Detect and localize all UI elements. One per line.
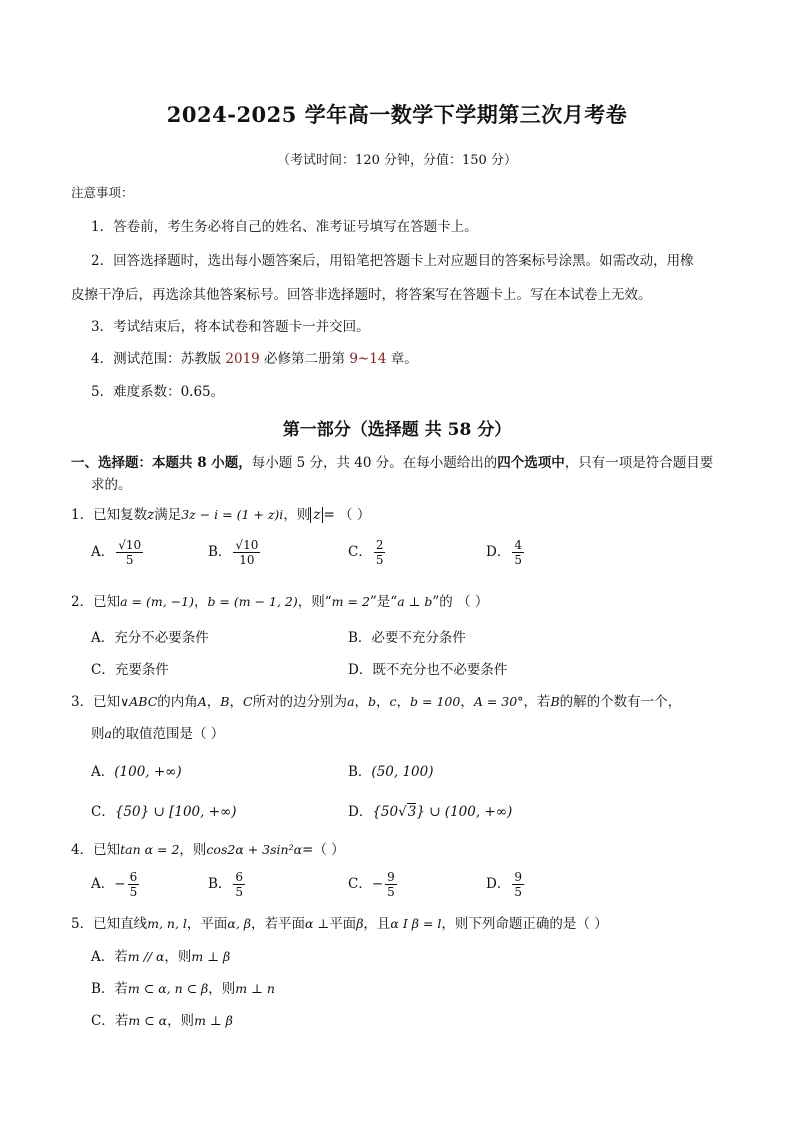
q1-modulus: z <box>310 507 323 523</box>
q5-option-c-result: m ⊥ β <box>194 1013 233 1028</box>
q4-text-b: ，则 <box>179 842 207 858</box>
q1-option-c-den: 5 <box>375 553 384 567</box>
q3-option-a <box>91 760 182 780</box>
q5-option-b-label: B．若 <box>91 981 128 997</box>
q3-angle-c: C <box>242 694 253 709</box>
q3-side-b: b <box>368 694 377 709</box>
q3-comma-5: ， <box>396 694 411 710</box>
q4-condition: tan α = 2 <box>120 842 180 857</box>
q4-option-a-label: A． <box>91 876 115 892</box>
q3-comma-3: ， <box>354 694 369 710</box>
question-2-stem <box>71 590 488 610</box>
q1-text-a: 1．已知复数 <box>71 507 148 523</box>
q5-planes: α, β <box>227 916 252 931</box>
q4-option-c <box>348 870 399 899</box>
q1-option-a-den: 5 <box>125 553 134 567</box>
q1-text-d: = （ ） <box>323 507 371 523</box>
q3-alpha: a <box>104 726 112 741</box>
q1-text-b: 满足 <box>154 507 182 523</box>
q5-option-a-condition: m // α <box>127 949 165 964</box>
q5-option-c-condition: m ⊂ α <box>128 1013 168 1028</box>
q2-vector-a: a = (m, −1) <box>120 594 194 609</box>
q1-option-d-den: 5 <box>514 553 522 567</box>
q1-var-z: z <box>147 507 155 523</box>
q4-option-c-den: 5 <box>387 885 395 899</box>
q5-option-b-result: m ⊥ n <box>235 981 275 996</box>
q4-option-b-label: B． <box>208 876 232 892</box>
q3-comma-2: ， <box>229 694 243 710</box>
q5-text-a: 5．已知直线 <box>71 916 148 932</box>
q2-vector-b: b = (m − 1, 2) <box>207 594 298 609</box>
q3-side-a: a <box>347 694 355 709</box>
q2-condition: m = 2 <box>331 594 370 609</box>
q3-option-b-value: (50, 100) <box>371 764 434 780</box>
notice-item-2: 2．回答选择题时，选出每小题答案后，用铅笔把答题卡上对应题目的答案标号涂黑。如需改动，用橡 <box>91 253 694 269</box>
q5-option-a-mid: ，则 <box>164 949 192 965</box>
q1-option-c <box>348 538 387 567</box>
q1-option-b-label: B． <box>208 544 232 560</box>
q5-option-c-label: C．若 <box>91 1013 129 1029</box>
q3-option-d-value-b: } ∪ (100, +∞) <box>416 804 513 820</box>
q4-option-d-den: 5 <box>514 885 522 899</box>
q1-option-b <box>208 538 262 567</box>
q5-intersection: α I β = l <box>390 916 442 931</box>
q4-text-a: 4．已知 <box>71 842 121 858</box>
q4-option-b-den: 5 <box>235 885 244 899</box>
q1-option-c-label: C． <box>348 544 372 560</box>
instructions-b: 本题共 8 小题， <box>152 455 252 471</box>
q2-option-b: B．必要不充分条件 <box>348 630 466 646</box>
question-4-stem <box>71 838 345 858</box>
q3-line2-a: 则 <box>91 726 105 742</box>
q3-text-b: 的内角 <box>157 694 198 710</box>
q3-option-c-value: {50} ∪ [100, +∞) <box>114 804 237 820</box>
q4-option-d-num: 9 <box>514 870 522 884</box>
notice-item-4-year: 2019 <box>225 351 260 367</box>
notice-item-4-prefix: 4．测试范围：苏教版 <box>91 351 226 367</box>
q3-option-c <box>91 800 237 820</box>
notice-item-3: 3．考试结束后，将本试卷和答题卡一并交回。 <box>91 319 370 335</box>
q3-option-c-label: C． <box>91 804 115 820</box>
q3-option-d-value-a: {50 <box>372 804 399 820</box>
q3-angle-b: B <box>220 694 230 709</box>
q3-text-a: 3．已知 <box>71 694 121 710</box>
q4-option-a <box>91 870 141 899</box>
question-3-stem-line-2 <box>91 722 224 742</box>
q4-option-d <box>486 870 526 899</box>
exam-title: 2024-2025 学年高一数学下学期第三次月考卷 <box>166 102 628 127</box>
q5-option-c-mid: ，则 <box>167 1013 195 1029</box>
instructions-line-1 <box>71 451 713 471</box>
q2-text-d: ”的 （ ） <box>432 594 489 610</box>
q3-text-d: ，若 <box>523 694 551 710</box>
section-title: 第一部分（选择题 共 58 分） <box>282 420 512 440</box>
q3-text-c: 所对的边分别为 <box>252 694 348 710</box>
q1-option-d <box>486 538 526 567</box>
q3-comma-4: ， <box>376 694 390 710</box>
q5-option-b <box>91 977 275 997</box>
q5-text-f: ，则下列命题正确的是（ ） <box>441 916 608 932</box>
q5-text-b: ，平面 <box>186 916 228 932</box>
q4-option-c-label: C． <box>348 876 372 892</box>
notice-item-4-mid: 必修第二册第 <box>259 351 350 367</box>
q1-option-b-den: 10 <box>239 553 255 567</box>
q5-text-d: 平面 <box>329 916 357 932</box>
question-1-stem <box>71 503 370 523</box>
q5-option-c <box>91 1009 233 1029</box>
q2-text-c: ”是“ <box>369 594 398 610</box>
q2-option-d: D．既不充分也不必要条件 <box>348 662 508 678</box>
q5-option-a-label: A．若 <box>91 949 128 965</box>
q4-text-c: =（ ） <box>302 842 345 858</box>
instructions-line-2: 求的。 <box>91 477 132 493</box>
q4-option-d-label: D． <box>486 876 511 892</box>
q3-option-a-label: A． <box>91 764 115 780</box>
notice-item-5: 5．难度系数：0.65。 <box>91 384 225 400</box>
notice-item-4 <box>91 347 418 367</box>
instructions-d: 四个选项中 <box>497 455 565 471</box>
q4-option-a-num: 6 <box>129 870 138 884</box>
q5-option-a-result: m ⊥ β <box>191 949 231 964</box>
q3-option-d-label: D． <box>348 804 373 820</box>
q4-option-b-num: 6 <box>235 870 244 884</box>
q2-perpendicular: a ⊥ b <box>397 594 433 609</box>
notice-item-1: 1．答卷前，考生务必将自己的姓名、准考证号填写在答题卡上。 <box>91 219 478 235</box>
q5-text-c: ，若平面 <box>251 916 306 932</box>
notice-heading: 注意事项： <box>71 185 134 200</box>
q3-triangle: ∨ABC <box>120 694 158 709</box>
q1-option-a-num: √10 <box>118 538 142 552</box>
q3-side-c: c <box>389 694 397 709</box>
q1-option-b-num: √10 <box>235 538 259 552</box>
q5-option-a <box>91 945 230 965</box>
instructions-c: 每小题 5 分，共 40 分。在每小题给出的 <box>251 455 498 471</box>
q1-option-d-num: 4 <box>514 538 522 552</box>
q4-option-a-sign: − <box>114 876 126 892</box>
q3-angle-a: A <box>197 694 207 709</box>
q2-separator: ， <box>193 594 208 610</box>
q3-text-e: 的解的个数有一个， <box>559 694 682 710</box>
q1-equation: 3z − i = (1 + z)i <box>181 507 284 522</box>
question-3-stem <box>71 690 681 710</box>
notice-item-2-cont: 皮擦干净后，再选涂其他答案标号。回答非选择题时，将答案写在答题卡上。写在本试卷上无效。 <box>71 287 652 303</box>
q1-option-c-num: 2 <box>375 538 384 552</box>
instructions-e: ，只有一项是符合题目要 <box>564 455 714 471</box>
notice-item-4-range: 9~14 <box>349 351 387 367</box>
q3-comma-1: ， <box>206 694 221 710</box>
q5-option-b-condition: m ⊂ α, n ⊂ β <box>127 981 209 996</box>
q3-a-angle-value: A = 30° <box>473 694 524 709</box>
instructions-a: 一、选择题： <box>71 455 152 471</box>
q5-lines: m, n, l <box>147 916 187 931</box>
q2-option-a: A．充分不必要条件 <box>91 630 209 646</box>
q3-option-b <box>348 760 433 780</box>
q3-comma-6: ， <box>460 694 474 710</box>
q3-b-value: b = 100 <box>410 694 461 709</box>
q1-option-a <box>91 538 145 567</box>
q5-beta: β <box>356 916 364 931</box>
q2-text-a: 2．已知 <box>71 594 121 610</box>
q3-option-d: D．{50√3} ∪ (100, +∞) <box>348 804 513 820</box>
question-5-stem <box>71 912 608 932</box>
q4-option-c-num: 9 <box>387 870 395 884</box>
q4-option-c-sign: − <box>371 876 384 892</box>
q2-option-c: C．充要条件 <box>91 662 169 678</box>
q3-option-b-label: B． <box>348 764 372 780</box>
q1-option-d-label: D． <box>486 544 511 560</box>
q4-option-a-den: 5 <box>129 885 138 899</box>
q5-text-e: ，且 <box>363 916 391 932</box>
exam-subtitle: （考试时间：120 分钟，分值：150 分） <box>277 153 517 168</box>
notice-item-4-suffix: 章。 <box>386 351 418 367</box>
q4-option-b <box>208 870 247 899</box>
q1-option-a-label: A． <box>91 544 115 560</box>
q3-option-d-sqrt: 3 <box>407 804 417 820</box>
q5-option-b-mid: ，则 <box>208 981 236 997</box>
q3-option-a-value: (100, +∞) <box>114 764 182 780</box>
q2-text-b: ，则“ <box>297 594 332 610</box>
q3-angle-b-2: B <box>550 694 560 709</box>
q1-text-c: ，则 <box>283 507 311 523</box>
q3-line2-b: 的取值范围是（ ） <box>111 726 225 742</box>
q5-perpendicular: α ⊥ <box>305 916 330 931</box>
q4-expression: cos2α + 3sin²α <box>206 842 303 857</box>
